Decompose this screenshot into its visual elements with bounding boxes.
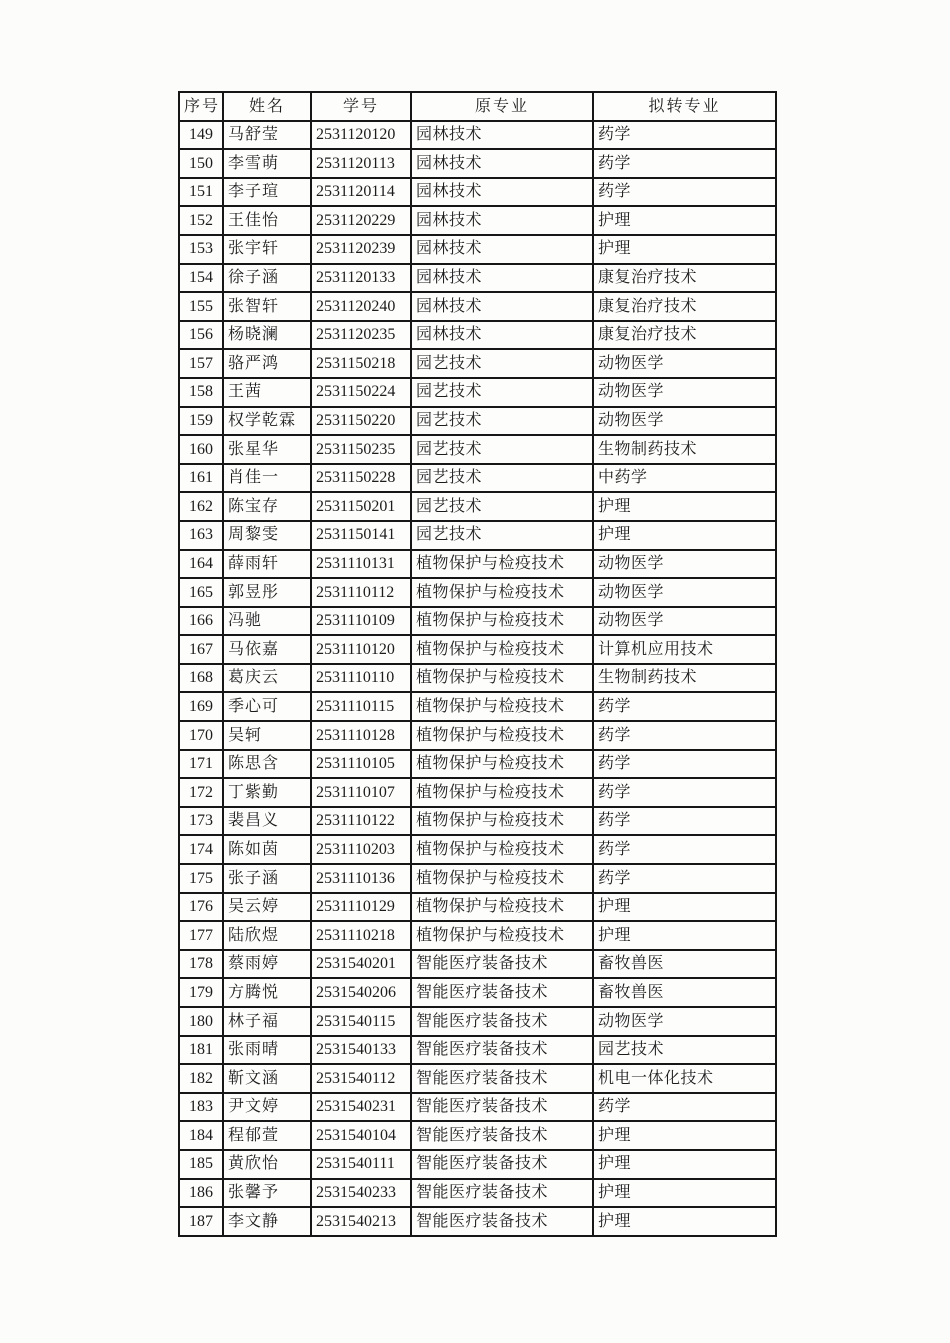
cell-name: 裴昌义 (223, 807, 311, 836)
cell-target-major: 护理 (593, 1207, 776, 1236)
table-row (179, 235, 776, 264)
cell-name: 李子瑄 (223, 178, 311, 207)
cell-student-id: 2531540115 (311, 1007, 411, 1036)
table-row (179, 1121, 776, 1150)
cell-original-major: 植物保护与检疫技术 (411, 635, 593, 664)
cell-original-major: 园林技术 (411, 206, 593, 235)
cell-original-major: 植物保护与检疫技术 (411, 692, 593, 721)
cell-name: 冯驰 (223, 607, 311, 636)
cell-no: 184 (179, 1121, 223, 1150)
cell-original-major: 植物保护与检疫技术 (411, 721, 593, 750)
cell-no: 168 (179, 664, 223, 693)
cell-name: 李雪萌 (223, 149, 311, 178)
cell-original-major: 智能医疗装备技术 (411, 1121, 593, 1150)
table-row (179, 149, 776, 178)
cell-student-id: 2531120240 (311, 292, 411, 321)
cell-original-major: 智能医疗装备技术 (411, 950, 593, 979)
cell-original-major: 智能医疗装备技术 (411, 1007, 593, 1036)
cell-student-id: 2531110109 (311, 607, 411, 636)
cell-no: 186 (179, 1179, 223, 1208)
cell-original-major: 植物保护与检疫技术 (411, 835, 593, 864)
cell-name: 陆欣煜 (223, 921, 311, 950)
cell-original-major: 智能医疗装备技术 (411, 1036, 593, 1065)
cell-student-id: 2531150218 (311, 349, 411, 378)
table-row (179, 521, 776, 550)
cell-target-major: 动物医学 (593, 407, 776, 436)
cell-no: 183 (179, 1093, 223, 1122)
cell-student-id: 2531120120 (311, 121, 411, 150)
cell-original-major: 园艺技术 (411, 407, 593, 436)
cell-no: 171 (179, 750, 223, 779)
cell-student-id: 2531110115 (311, 692, 411, 721)
table-row (179, 1093, 776, 1122)
cell-target-major: 机电一体化技术 (593, 1064, 776, 1093)
cell-no: 149 (179, 121, 223, 150)
cell-name: 张子涵 (223, 864, 311, 893)
cell-name: 骆严鸿 (223, 349, 311, 378)
cell-student-id: 2531150224 (311, 378, 411, 407)
table-row (179, 950, 776, 979)
cell-no: 178 (179, 950, 223, 979)
cell-student-id: 2531150235 (311, 435, 411, 464)
cell-target-major: 动物医学 (593, 607, 776, 636)
cell-no: 161 (179, 464, 223, 493)
cell-no: 159 (179, 407, 223, 436)
cell-target-major: 护理 (593, 1121, 776, 1150)
cell-no: 162 (179, 492, 223, 521)
cell-student-id: 2531150220 (311, 407, 411, 436)
cell-original-major: 植物保护与检疫技术 (411, 778, 593, 807)
cell-original-major: 园艺技术 (411, 435, 593, 464)
cell-no: 170 (179, 721, 223, 750)
cell-name: 张智轩 (223, 292, 311, 321)
cell-name: 陈如茵 (223, 835, 311, 864)
cell-no: 180 (179, 1007, 223, 1036)
cell-original-major: 智能医疗装备技术 (411, 1150, 593, 1179)
cell-target-major: 药学 (593, 807, 776, 836)
cell-no: 179 (179, 978, 223, 1007)
cell-original-major: 智能医疗装备技术 (411, 978, 593, 1007)
cell-original-major: 植物保护与检疫技术 (411, 807, 593, 836)
cell-original-major: 园林技术 (411, 292, 593, 321)
cell-name: 方腾悦 (223, 978, 311, 1007)
cell-target-major: 生物制药技术 (593, 664, 776, 693)
cell-target-major: 动物医学 (593, 378, 776, 407)
student-transfer-table (178, 91, 777, 1237)
cell-student-id: 2531150141 (311, 521, 411, 550)
table-row (179, 864, 776, 893)
table-row (179, 1036, 776, 1065)
cell-name: 蔡雨婷 (223, 950, 311, 979)
cell-no: 185 (179, 1150, 223, 1179)
cell-name: 权学乾霖 (223, 407, 311, 436)
cell-target-major: 中药学 (593, 464, 776, 493)
table-row (179, 664, 776, 693)
cell-student-id: 2531540233 (311, 1179, 411, 1208)
cell-target-major: 畜牧兽医 (593, 978, 776, 1007)
cell-name: 吴轲 (223, 721, 311, 750)
cell-no: 165 (179, 578, 223, 607)
cell-student-id: 2531120133 (311, 264, 411, 293)
cell-no: 157 (179, 349, 223, 378)
cell-no: 182 (179, 1064, 223, 1093)
cell-name: 杨晓澜 (223, 321, 311, 350)
cell-original-major: 园林技术 (411, 178, 593, 207)
cell-student-id: 2531110112 (311, 578, 411, 607)
table-row (179, 464, 776, 493)
cell-student-id: 2531120114 (311, 178, 411, 207)
cell-target-major: 药学 (593, 835, 776, 864)
cell-target-major: 药学 (593, 1093, 776, 1122)
cell-no: 172 (179, 778, 223, 807)
cell-student-id: 2531110120 (311, 635, 411, 664)
cell-target-major: 护理 (593, 521, 776, 550)
cell-no: 160 (179, 435, 223, 464)
cell-original-major: 智能医疗装备技术 (411, 1093, 593, 1122)
table-row (179, 1064, 776, 1093)
table-row (179, 1007, 776, 1036)
cell-target-major: 药学 (593, 778, 776, 807)
table-row (179, 807, 776, 836)
cell-target-major: 康复治疗技术 (593, 292, 776, 321)
cell-target-major: 药学 (593, 721, 776, 750)
cell-no: 164 (179, 550, 223, 579)
table-row (179, 264, 776, 293)
cell-target-major: 动物医学 (593, 550, 776, 579)
table-row (179, 721, 776, 750)
cell-no: 181 (179, 1036, 223, 1065)
cell-name: 郭昱彤 (223, 578, 311, 607)
table-body (179, 121, 776, 1236)
cell-student-id: 2531110136 (311, 864, 411, 893)
cell-original-major: 园林技术 (411, 264, 593, 293)
table-row (179, 1179, 776, 1208)
cell-student-id: 2531540112 (311, 1064, 411, 1093)
cell-name: 丁紫勤 (223, 778, 311, 807)
cell-original-major: 植物保护与检疫技术 (411, 893, 593, 922)
table-row (179, 578, 776, 607)
cell-name: 张宇轩 (223, 235, 311, 264)
cell-name: 吴云婷 (223, 893, 311, 922)
cell-name: 王佳怡 (223, 206, 311, 235)
cell-student-id: 2531540133 (311, 1036, 411, 1065)
cell-name: 陈宝存 (223, 492, 311, 521)
cell-original-major: 园艺技术 (411, 349, 593, 378)
cell-name: 张馨予 (223, 1179, 311, 1208)
cell-student-id: 2531150201 (311, 492, 411, 521)
cell-student-id: 2531540201 (311, 950, 411, 979)
cell-target-major: 药学 (593, 149, 776, 178)
cell-no: 152 (179, 206, 223, 235)
cell-no: 153 (179, 235, 223, 264)
cell-name: 葛庆云 (223, 664, 311, 693)
table-row (179, 435, 776, 464)
cell-student-id: 2531110128 (311, 721, 411, 750)
cell-name: 徐子涵 (223, 264, 311, 293)
cell-no: 176 (179, 893, 223, 922)
table-row (179, 550, 776, 579)
cell-student-id: 2531120113 (311, 149, 411, 178)
cell-target-major: 动物医学 (593, 1007, 776, 1036)
cell-target-major: 生物制药技术 (593, 435, 776, 464)
cell-student-id: 2531540231 (311, 1093, 411, 1122)
cell-name: 王茜 (223, 378, 311, 407)
cell-name: 陈思含 (223, 750, 311, 779)
cell-original-major: 植物保护与检疫技术 (411, 750, 593, 779)
cell-original-major: 植物保护与检疫技术 (411, 664, 593, 693)
cell-student-id: 2531110107 (311, 778, 411, 807)
cell-target-major: 动物医学 (593, 349, 776, 378)
cell-target-major: 护理 (593, 492, 776, 521)
cell-target-major: 药学 (593, 750, 776, 779)
cell-no: 169 (179, 692, 223, 721)
table-row (179, 492, 776, 521)
cell-student-id: 2531110131 (311, 550, 411, 579)
cell-student-id: 2531540104 (311, 1121, 411, 1150)
column-header-name: 姓名 (223, 92, 311, 121)
cell-target-major: 护理 (593, 1179, 776, 1208)
table-row (179, 1207, 776, 1236)
cell-no: 166 (179, 607, 223, 636)
cell-no: 167 (179, 635, 223, 664)
column-header-original-major: 原专业 (411, 92, 593, 121)
cell-no: 156 (179, 321, 223, 350)
table-row (179, 607, 776, 636)
cell-no: 151 (179, 178, 223, 207)
cell-name: 尹文婷 (223, 1093, 311, 1122)
cell-name: 靳文涵 (223, 1064, 311, 1093)
cell-student-id: 2531120229 (311, 206, 411, 235)
column-header-student-id: 学号 (311, 92, 411, 121)
cell-original-major: 园艺技术 (411, 464, 593, 493)
table-row (179, 292, 776, 321)
table-row (179, 778, 776, 807)
table-row (179, 835, 776, 864)
cell-no: 158 (179, 378, 223, 407)
table-row (179, 321, 776, 350)
cell-target-major: 动物医学 (593, 578, 776, 607)
cell-name: 薛雨轩 (223, 550, 311, 579)
cell-original-major: 园艺技术 (411, 521, 593, 550)
cell-name: 马舒莹 (223, 121, 311, 150)
cell-target-major: 畜牧兽医 (593, 950, 776, 979)
cell-target-major: 护理 (593, 921, 776, 950)
cell-no: 187 (179, 1207, 223, 1236)
table-row (179, 750, 776, 779)
table-header-row (179, 92, 776, 121)
table-row (179, 206, 776, 235)
table-row (179, 407, 776, 436)
cell-target-major: 药学 (593, 692, 776, 721)
table-row (179, 178, 776, 207)
cell-original-major: 植物保护与检疫技术 (411, 607, 593, 636)
cell-no: 163 (179, 521, 223, 550)
cell-no: 173 (179, 807, 223, 836)
cell-student-id: 2531110203 (311, 835, 411, 864)
cell-original-major: 园艺技术 (411, 492, 593, 521)
cell-original-major: 园林技术 (411, 149, 593, 178)
table-row (179, 921, 776, 950)
cell-student-id: 2531110105 (311, 750, 411, 779)
cell-student-id: 2531120239 (311, 235, 411, 264)
cell-target-major: 药学 (593, 121, 776, 150)
cell-original-major: 植物保护与检疫技术 (411, 864, 593, 893)
cell-target-major: 园艺技术 (593, 1036, 776, 1065)
cell-target-major: 药学 (593, 864, 776, 893)
cell-no: 154 (179, 264, 223, 293)
cell-target-major: 护理 (593, 235, 776, 264)
cell-student-id: 2531110110 (311, 664, 411, 693)
cell-student-id: 2531110129 (311, 893, 411, 922)
cell-student-id: 2531150228 (311, 464, 411, 493)
table-row (179, 378, 776, 407)
cell-original-major: 园林技术 (411, 321, 593, 350)
cell-no: 175 (179, 864, 223, 893)
cell-target-major: 康复治疗技术 (593, 321, 776, 350)
table-row (179, 121, 776, 150)
cell-student-id: 2531110218 (311, 921, 411, 950)
cell-original-major: 植物保护与检疫技术 (411, 578, 593, 607)
cell-no: 177 (179, 921, 223, 950)
cell-name: 林子福 (223, 1007, 311, 1036)
cell-target-major: 护理 (593, 893, 776, 922)
cell-target-major: 计算机应用技术 (593, 635, 776, 664)
cell-no: 150 (179, 149, 223, 178)
cell-original-major: 智能医疗装备技术 (411, 1207, 593, 1236)
cell-target-major: 护理 (593, 1150, 776, 1179)
cell-target-major: 康复治疗技术 (593, 264, 776, 293)
cell-name: 周黎雯 (223, 521, 311, 550)
cell-name: 黄欣怡 (223, 1150, 311, 1179)
cell-no: 155 (179, 292, 223, 321)
cell-name: 季心可 (223, 692, 311, 721)
table-row (179, 893, 776, 922)
cell-original-major: 园艺技术 (411, 378, 593, 407)
cell-student-id: 2531110122 (311, 807, 411, 836)
cell-name: 张星华 (223, 435, 311, 464)
cell-original-major: 智能医疗装备技术 (411, 1179, 593, 1208)
column-header-target-major: 拟转专业 (593, 92, 776, 121)
cell-name: 李文静 (223, 1207, 311, 1236)
cell-original-major: 园林技术 (411, 121, 593, 150)
cell-name: 肖佳一 (223, 464, 311, 493)
cell-name: 马依嘉 (223, 635, 311, 664)
cell-original-major: 植物保护与检疫技术 (411, 550, 593, 579)
cell-original-major: 植物保护与检疫技术 (411, 921, 593, 950)
cell-student-id: 2531540213 (311, 1207, 411, 1236)
cell-target-major: 护理 (593, 206, 776, 235)
table-row (179, 978, 776, 1007)
table-row (179, 635, 776, 664)
cell-student-id: 2531120235 (311, 321, 411, 350)
column-header-no: 序号 (179, 92, 223, 121)
cell-target-major: 药学 (593, 178, 776, 207)
table-row (179, 692, 776, 721)
cell-no: 174 (179, 835, 223, 864)
cell-original-major: 智能医疗装备技术 (411, 1064, 593, 1093)
cell-original-major: 园林技术 (411, 235, 593, 264)
table-row (179, 1150, 776, 1179)
cell-student-id: 2531540111 (311, 1150, 411, 1179)
table-row (179, 349, 776, 378)
cell-student-id: 2531540206 (311, 978, 411, 1007)
cell-name: 张雨晴 (223, 1036, 311, 1065)
cell-name: 程郁萱 (223, 1121, 311, 1150)
